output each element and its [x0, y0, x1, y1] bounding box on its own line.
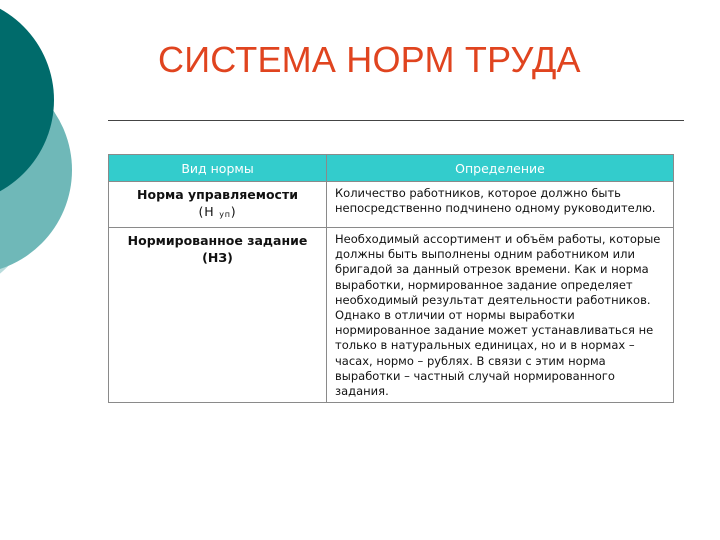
table-header-row — [109, 155, 674, 182]
term-name: Норма управляемости — [137, 187, 298, 202]
title-divider — [108, 120, 684, 121]
abbr-subscript: уп — [219, 210, 231, 219]
decorative-circles — [0, 0, 90, 300]
term-name: Нормированное задание (НЗ) — [127, 233, 308, 265]
term-cell — [109, 182, 327, 228]
term-abbreviation — [115, 203, 320, 223]
table-row — [109, 228, 674, 403]
definition-cell: Необходимый ассортимент и объём работы, которые должны быть выполнены одним работником или бригадой за данный отрезок времени. Как и норма выработки, нормированное задание определяет необходимый результат деятельности работников. Однако в отличии от нормы выработки нормированное задание может устанавливаться не только в натуральных единицах, но и в нормах – часах, нормо – рублях. В связи с этим норма выработки – частный случай нормированного задания. — [327, 228, 674, 403]
header-term: Вид нормы — [109, 155, 327, 182]
table-row — [109, 182, 674, 228]
slide-title: СИСТЕМА НОРМ ТРУДА — [158, 39, 581, 80]
term-cell — [109, 228, 327, 403]
definition-cell: Количество работников, которое должно быть непосредственно подчинено одному руководителю. — [327, 182, 674, 228]
norms-table — [108, 154, 674, 403]
abbr-close: ) — [230, 204, 237, 219]
abbr-open: (Н — [198, 204, 220, 219]
header-definition: Определение — [327, 155, 674, 182]
